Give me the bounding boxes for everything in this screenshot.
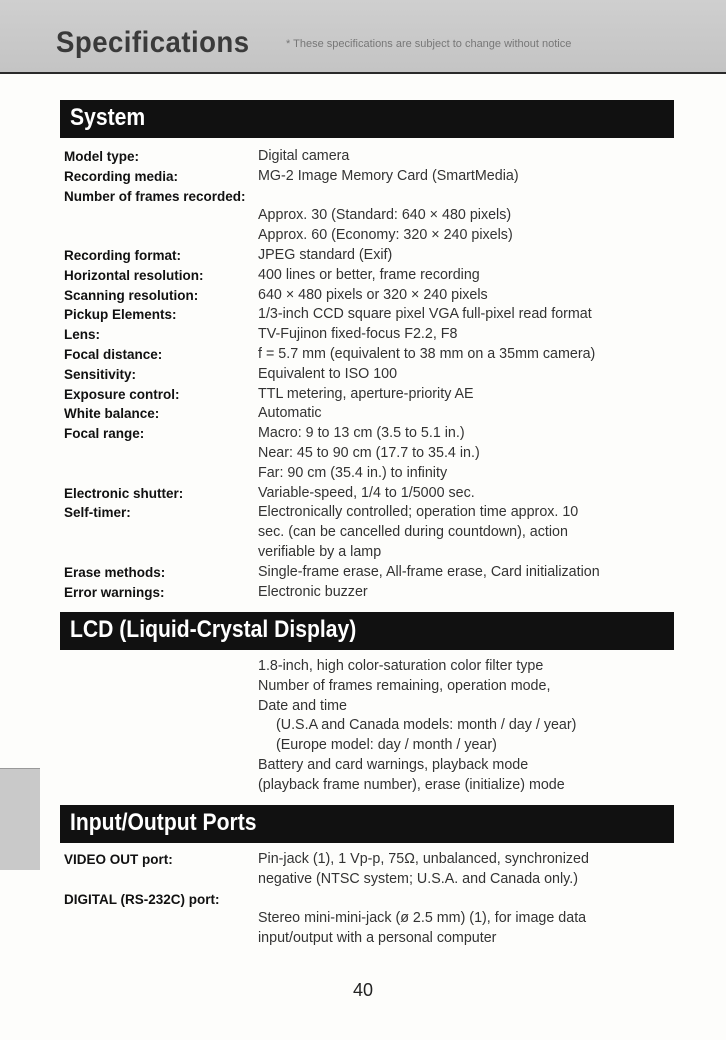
spec-value: Pin-jack (1), 1 Vp-p, 75Ω, unbalanced, synchronized	[258, 851, 589, 867]
spec-value: input/output with a personal computer	[258, 930, 497, 947]
spec-value: Macro: 9 to 13 cm (3.5 to 5.1 in.)	[258, 425, 465, 442]
lcd-spec-list	[64, 657, 684, 796]
page-title: Specifications	[56, 26, 250, 59]
spec-label: Lens:	[64, 327, 101, 343]
spec-value: Variable-speed, 1/4 to 1/5000 sec.	[258, 484, 475, 501]
spec-value: Digital camera	[258, 148, 350, 164]
spec-row	[64, 424, 684, 483]
thumb-tab	[0, 768, 40, 870]
spec-row	[64, 404, 684, 424]
system-spec-list	[64, 147, 684, 602]
spec-row	[64, 167, 684, 187]
spec-label: Exposure control:	[64, 386, 180, 402]
spec-row	[64, 187, 684, 246]
spec-row	[64, 147, 684, 167]
lcd-line: (U.S.A and Canada models: month / day / year)	[276, 717, 577, 734]
spec-value: Electronically controlled; operation time approx. 10	[258, 504, 579, 521]
spec-value: Approx. 30 (Standard: 640 × 480 pixels)	[258, 207, 512, 224]
spec-label: White balance:	[64, 406, 160, 422]
spec-row	[64, 890, 684, 949]
section-system-bar	[60, 100, 674, 138]
spec-value: TV-Fujinon fixed-focus F2.2, F8	[258, 326, 458, 343]
spec-row	[64, 503, 684, 562]
spec-label: Erase methods:	[64, 564, 166, 580]
spec-value: 400 lines or better, frame recording	[258, 266, 480, 283]
spec-row	[64, 266, 684, 286]
lcd-line: Date and time	[258, 697, 348, 714]
spec-value: 1/3-inch CCD square pixel VGA full-pixel read format	[258, 306, 592, 323]
spec-row	[64, 345, 684, 365]
spec-value: verifiable by a lamp	[258, 543, 382, 560]
header-note: * These specifications are subject to change without notice	[286, 38, 572, 50]
section-ports-bar	[60, 805, 674, 843]
spec-label: Recording format:	[64, 247, 182, 263]
spec-label: Sensitivity:	[64, 366, 137, 382]
spec-value: Approx. 60 (Economy: 320 × 240 pixels)	[258, 227, 513, 244]
spec-label: Number of frames recorded:	[64, 188, 246, 204]
spec-value: Single-frame erase, All-frame erase, Card initialization	[258, 563, 600, 580]
spec-label: Focal distance:	[64, 346, 163, 362]
spec-value: Automatic	[258, 405, 322, 422]
spec-value: f = 5.7 mm (equivalent to 38 mm on a 35mm camera)	[258, 345, 596, 362]
spec-value: JPEG standard (Exif)	[258, 246, 393, 263]
spec-label: Error warnings:	[64, 584, 165, 600]
spec-value: Near: 45 to 90 cm (17.7 to 35.4 in.)	[258, 444, 480, 461]
section-lcd-title: LCD (Liquid-Crystal Display)	[70, 616, 357, 643]
spec-row	[64, 484, 684, 504]
spec-label: Focal range:	[64, 426, 145, 442]
spec-value: 640 × 480 pixels or 320 × 240 pixels	[258, 286, 488, 303]
spec-value: Equivalent to ISO 100	[258, 365, 398, 382]
spec-value: TTL metering, aperture-priority AE	[258, 385, 474, 402]
spec-label: Horizontal resolution:	[64, 267, 204, 283]
lcd-line: Number of frames remaining, operation mode,	[258, 677, 551, 694]
lcd-line: (Europe model: day / month / year)	[276, 737, 497, 754]
spec-value: sec. (can be cancelled during countdown), action	[258, 524, 568, 541]
spec-label: Recording media:	[64, 168, 179, 184]
spec-row	[64, 365, 684, 385]
ports-spec-list	[64, 850, 684, 949]
spec-row	[64, 563, 684, 583]
spec-value: Far: 90 cm (35.4 in.) to infinity	[258, 464, 448, 481]
spec-row	[64, 850, 684, 890]
spec-label: Self-timer:	[64, 505, 131, 521]
spec-row	[64, 286, 684, 306]
section-system-title: System	[70, 104, 146, 131]
spec-label: Model type:	[64, 149, 140, 164]
spec-row	[64, 246, 684, 266]
lcd-line: Battery and card warnings, playback mode	[258, 756, 529, 773]
spec-label: VIDEO OUT port:	[64, 852, 173, 867]
spec-row	[64, 325, 684, 345]
spec-label: Scanning resolution:	[64, 287, 199, 303]
spec-value: Electronic buzzer	[258, 583, 368, 600]
spec-row	[64, 583, 684, 603]
lcd-line: (playback frame number), erase (initialize) mode	[258, 776, 565, 793]
spec-label: Electronic shutter:	[64, 485, 184, 501]
page-number: 40	[352, 980, 374, 1000]
lcd-line: 1.8-inch, high color-saturation color filter type	[258, 658, 544, 674]
spec-row	[64, 305, 684, 325]
spec-label: Pickup Elements:	[64, 307, 177, 323]
section-ports-title: Input/Output Ports	[70, 809, 257, 836]
spec-label: DIGITAL (RS-232C) port:	[64, 891, 220, 907]
section-lcd-bar	[60, 612, 674, 650]
spec-row	[64, 385, 684, 405]
header-band	[0, 0, 726, 74]
spec-value: negative (NTSC system; U.S.A. and Canada only.)	[258, 870, 578, 887]
spec-value: MG-2 Image Memory Card (SmartMedia)	[258, 167, 519, 184]
spec-value: Stereo mini-mini-jack (ø 2.5 mm) (1), for image data	[258, 910, 587, 927]
